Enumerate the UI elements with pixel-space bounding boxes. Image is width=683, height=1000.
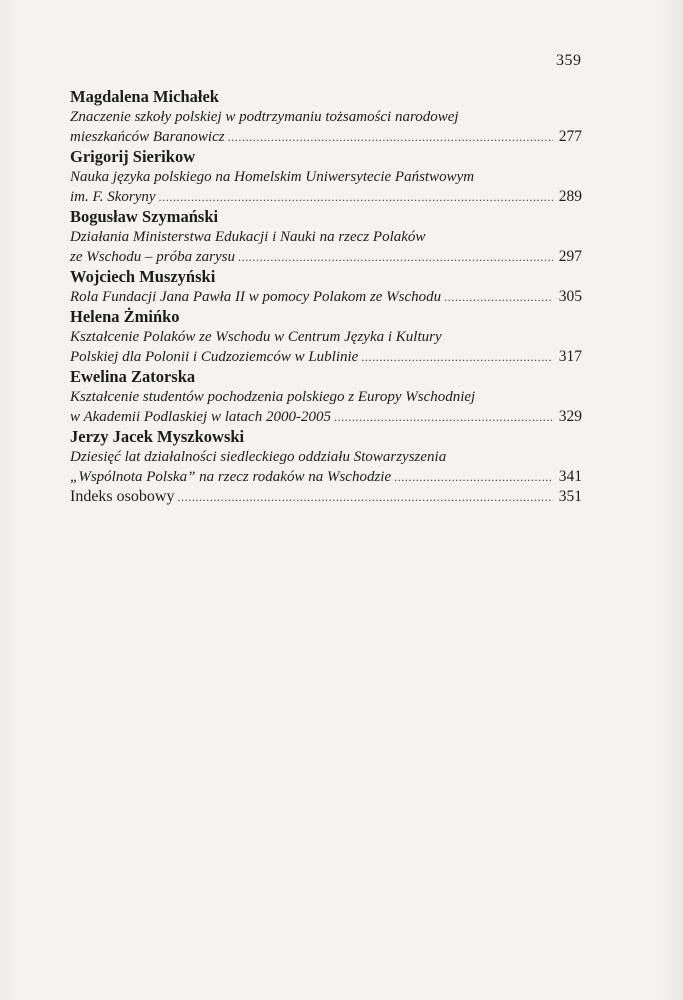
entry-title-line: Znaczenie szkoły polskiej w podtrzymaniu tożsamości narodowej: [70, 109, 459, 125]
entry-title-last-line: [70, 127, 582, 147]
entry-title-last-line: [70, 247, 582, 267]
dot-leader: [228, 127, 553, 147]
entry-title-text: „Wspólnota Polska” na rzecz rodaków na Wschodzie: [70, 469, 392, 485]
entry-title-last-line: [70, 407, 582, 427]
entry-title-text: w Akademii Podlaskiej w latach 2000-2005: [70, 409, 331, 425]
entry-title-line: Kształcenie Polaków ze Wschodu w Centrum Języka i Kultury: [70, 329, 442, 345]
index-page-number: 351: [558, 488, 582, 505]
entry-title-line: Kształcenie studentów pochodzenia polskiego z Europy Wschodniej: [70, 389, 476, 405]
dot-leader: [177, 487, 553, 507]
entry-title-last-line: [70, 347, 582, 367]
entry-title-text: ze Wschodu – próba zarysu: [70, 249, 235, 265]
entry-author: Ewelina Zatorska: [70, 367, 196, 386]
entry-page-number: 277: [558, 128, 582, 145]
entry-title-last-line: [70, 467, 582, 487]
index-label: Indeks osobowy: [70, 488, 175, 505]
index-entry: [70, 487, 582, 507]
toc-entry: [70, 427, 582, 487]
entry-title-line: Dziesięć lat działalności siedleckiego oddziału Stowarzyszenia: [70, 449, 447, 465]
entry-title-text: mieszkańców Baranowicz: [70, 129, 225, 145]
toc-entry: [70, 267, 582, 307]
dot-leader: [394, 467, 553, 487]
entry-title-line: Nauka języka polskiego na Homelskim Uniwersytecie Państwowym: [70, 169, 475, 185]
entry-author: Jerzy Jacek Myszkowski: [70, 427, 245, 446]
toc-entry: [70, 207, 582, 267]
dot-leader: [334, 407, 553, 427]
entry-author: Wojciech Muszyński: [70, 267, 216, 286]
entry-title-last-line: [70, 187, 582, 207]
toc-entry: [70, 87, 582, 147]
toc-entry: [70, 147, 582, 207]
entry-author: Helena Żmińko: [70, 307, 180, 326]
entry-page-number: 341: [558, 468, 582, 485]
toc-entry: [70, 307, 582, 367]
dot-leader: [238, 247, 553, 267]
dot-leader: [159, 187, 553, 207]
entry-page-number: 289: [558, 188, 582, 205]
table-of-contents: [70, 87, 582, 507]
entry-title-text: im. F. Skoryny: [70, 189, 156, 205]
entry-author: Magdalena Michałek: [70, 87, 219, 106]
entry-page-number: 305: [558, 288, 582, 305]
entry-title-text: Polskiej dla Polonii i Cudzoziemców w Lublinie: [70, 349, 359, 365]
entry-title-text: Rola Fundacji Jana Pawła II w pomocy Polakom ze Wschodu: [70, 289, 442, 305]
entry-page-number: 317: [558, 348, 582, 365]
toc-entry: [70, 367, 582, 427]
dot-leader: [361, 347, 553, 367]
entry-page-number: 329: [558, 408, 582, 425]
entry-title-last-line: [70, 287, 582, 307]
entry-title-line: Działania Ministerstwa Edukacji i Nauki na rzecz Polaków: [70, 229, 426, 245]
entry-author: Grigorij Sierikow: [70, 147, 196, 166]
dot-leader: [444, 287, 553, 307]
entry-page-number: 297: [558, 248, 582, 265]
page-number: 359: [556, 52, 582, 69]
entry-author: Bogusław Szymański: [70, 207, 219, 226]
